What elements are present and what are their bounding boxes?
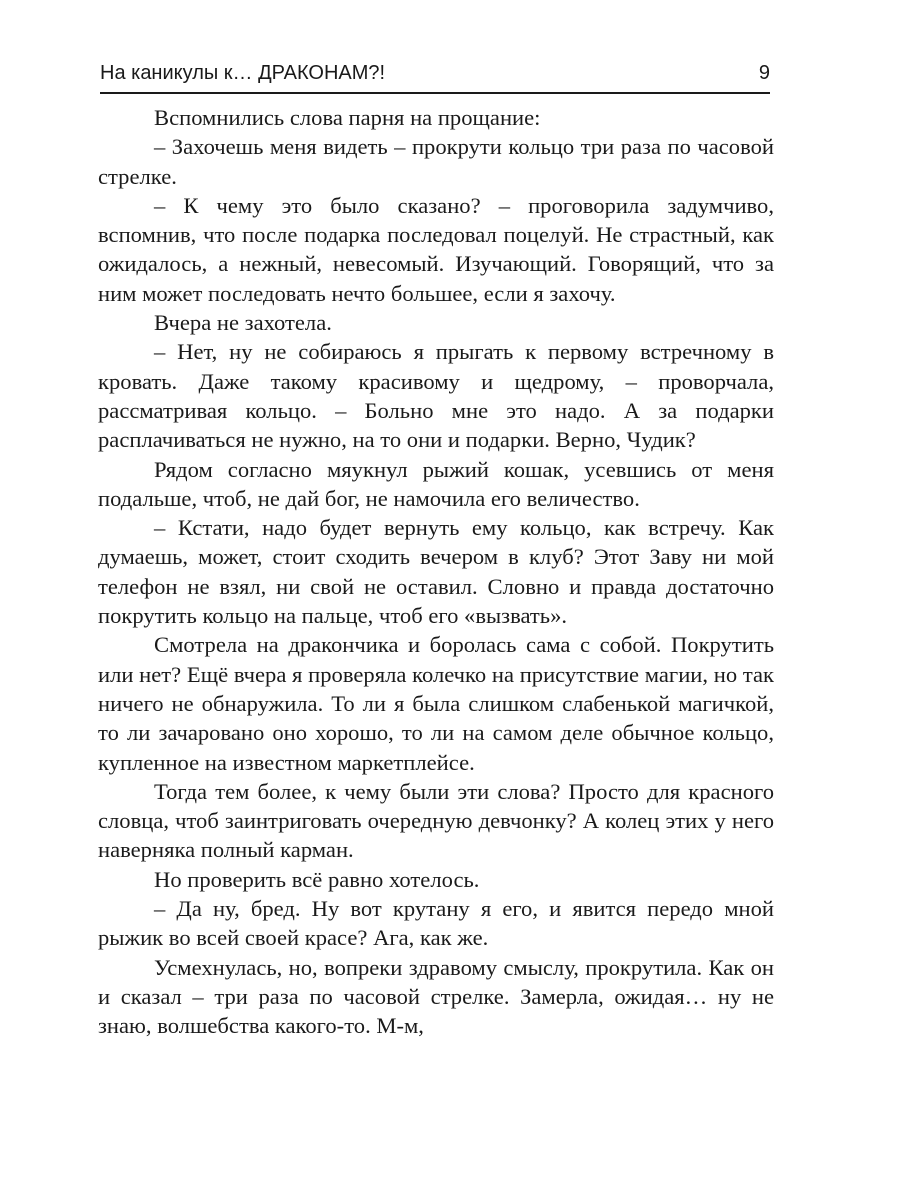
paragraph: – Да ну, бред. Ну вот крутану я его, и явится передо мной рыжик во всей своей красе? Ага, как же. xyxy=(98,896,774,951)
paragraph: – К чему это было сказано? – проговорила задумчиво, вспомнив, что после подарка последовал поцелуй. Не страстный, как ожидалось, а нежный, невесомый. Изучающий. Говорящий, что за ним может последовать нечто большее, если я захочу. xyxy=(98,192,774,306)
paragraph: Вчера не захотела. xyxy=(154,310,332,336)
paragraph: Усмехнулась, но, вопреки здравому смыслу, прокрутила. Как он и сказал – три раза по часовой стрелке. Замерла, ожидая… ну не знаю, волшебства какого-то. М-м, xyxy=(98,954,774,1039)
running-header xyxy=(100,60,770,94)
paragraph: – Нет, ну не собираюсь я прыгать к первому встречному в кровать. Даже такому красивому и щедрому, – проворчала, рассматривая кольцо. – Больно мне это надо. А за подарки расплачиваться не нужно, на то они и подарки. Верно, Чудик? xyxy=(98,339,774,453)
paragraph: – Захочешь меня видеть – прокрути кольцо три раза по часовой стрелке. xyxy=(98,134,774,189)
paragraph: Но проверить всё равно хотелось. xyxy=(154,866,480,892)
paragraph: – Кстати, надо будет вернуть ему кольцо, как встречу. Как думаешь, может, стоит сходить вечером в клуб? Этот Заву ни мой телефон не взял, ни свой не оставил. Словно и правда достаточно покрутить кольцо на пальце, чтоб его «вызвать». xyxy=(98,515,774,629)
paragraph: Вспомнились слова парня на прощание: xyxy=(154,105,541,130)
text-body xyxy=(98,103,774,1041)
paragraph: Смотрела на дракончика и боролась сама с собой. Покрутить или нет? Ещё вчера я проверяла колечко на присутствие магии, но так ничего не обнаружила. То ли я была слишком слабенькой магичкой, то ли зачаровано оно хорошо, то ли на самом деле обычное кольцо, купленное на известном маркетплейсе. xyxy=(98,632,774,775)
book-title: На каникулы к… ДРАКОНАМ?! xyxy=(100,62,386,84)
page-number: 9 xyxy=(758,62,770,84)
paragraph: Рядом согласно мяукнул рыжий кошак, усевшись от меня подальше, чтоб, не дай бог, не намочила его величество. xyxy=(98,456,774,511)
paragraph: Тогда тем более, к чему были эти слова? Просто для красного словца, чтоб заинтриговать очередную девчонку? А колец этих у него наверняка полный карман. xyxy=(98,778,774,863)
